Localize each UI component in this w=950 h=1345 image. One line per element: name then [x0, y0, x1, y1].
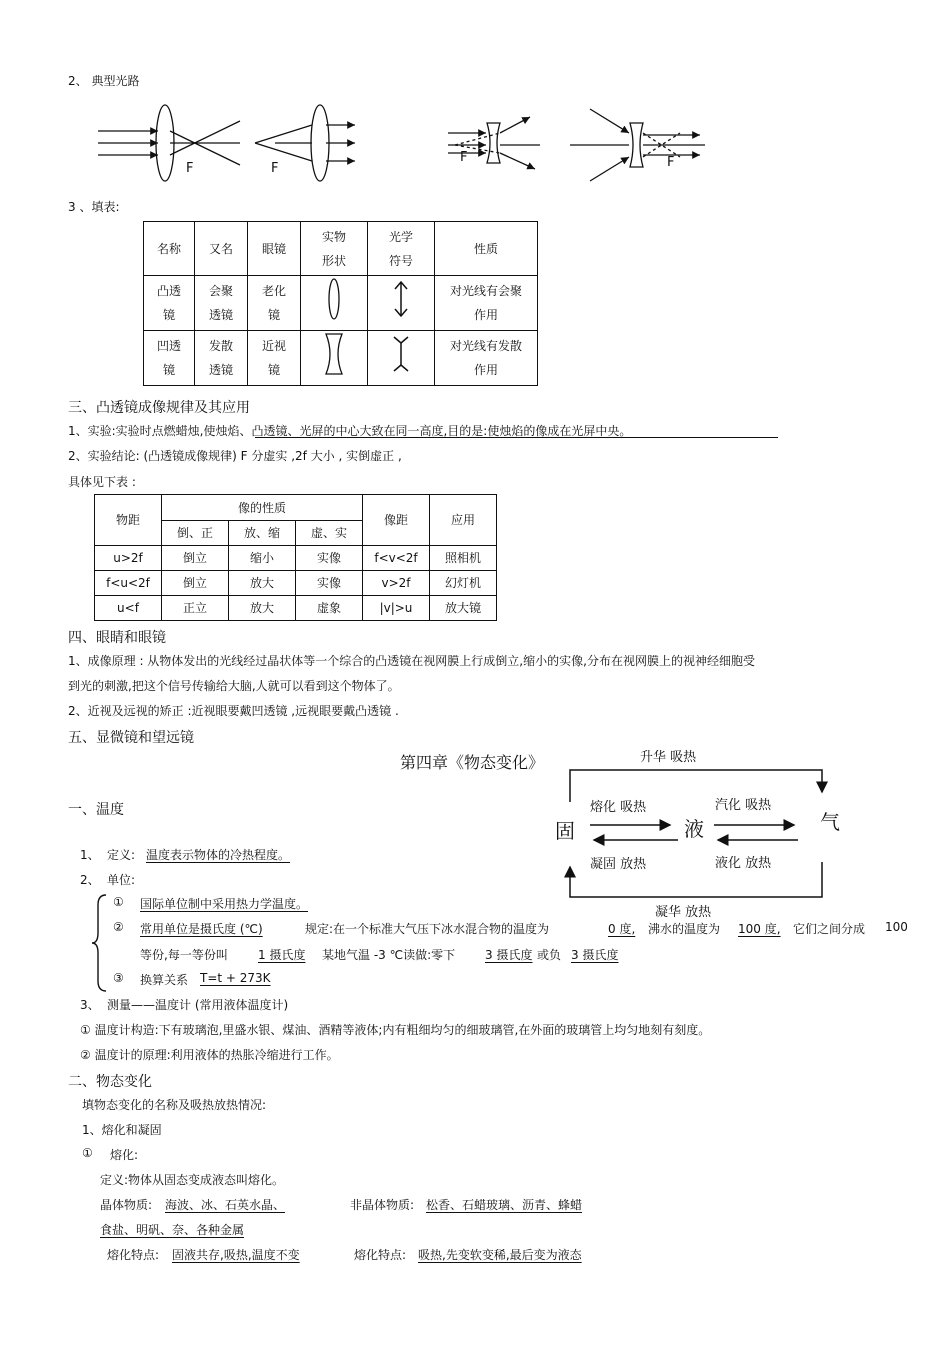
- answer: 食盐、明矾、奈、各种金属: [100, 1223, 245, 1237]
- chapter-title: 第四章《物态变化》: [400, 753, 545, 772]
- answer: 1 摄氏度: [258, 948, 306, 962]
- section-title-eye: 四、眼睛和眼镜: [68, 630, 166, 646]
- list-number: 3、: [80, 998, 100, 1012]
- convex-lens-symbol-icon: [368, 276, 435, 331]
- col-header: 光学 符号: [368, 222, 435, 276]
- label: 晶体物质:: [100, 1198, 153, 1212]
- formula: T=t + 273K: [200, 971, 271, 985]
- thermometer-structure: ① 温度计构造:下有玻璃泡,里盛水银、煤油、酒精等液体;内有粗细均匀的细玻璃管,在外面的玻璃管上均匀地刻有刻度。: [80, 1023, 711, 1037]
- answer: 100: [885, 920, 908, 934]
- answer: 3 摄氏度: [485, 948, 533, 962]
- answer: 松香、石蜡玻璃、沥青、蜂蜡: [426, 1198, 583, 1212]
- answer: 0 度,: [608, 922, 636, 936]
- col-header: 又名: [195, 222, 248, 276]
- cell: 对光线有发散 作用: [435, 331, 538, 386]
- label: 熔化:: [110, 1148, 139, 1162]
- concave-lens-focus-out: [570, 109, 705, 181]
- list-number: ①: [113, 895, 124, 909]
- cell: u>2f: [95, 546, 162, 571]
- cell: 倒立: [162, 571, 229, 596]
- imaging-line-3: 具体见下表 :: [68, 475, 136, 489]
- cell: 虚象: [296, 596, 363, 621]
- freezing-label: 凝固 放热: [590, 857, 647, 872]
- cell: 实像: [296, 571, 363, 596]
- cell: v>2f: [363, 571, 430, 596]
- concave-lens-symbol-icon: [368, 331, 435, 386]
- vaporization-label: 汽化 吸热: [715, 798, 772, 813]
- table-row: [95, 596, 497, 621]
- list-number: 2、: [80, 873, 100, 887]
- convex-lens-focus-in: [255, 105, 355, 181]
- col-header: 性质: [435, 222, 538, 276]
- concave-lens-shape-icon: [301, 331, 368, 386]
- section-title-light-paths: 2、 典型光路: [68, 74, 140, 88]
- eye-line-1: 1、成像原理 : 从物体发出的光线经过晶状体等一个综合的凸透镜在视网膜上行成倒立,缩小的实像,分布在视网膜上的视神经细胞受: [68, 654, 755, 668]
- definition-text: 定义:物体从固态变成液态叫熔化。: [100, 1173, 285, 1187]
- text: 规定:在一个标准大气压下冰水混合物的温度为: [305, 922, 550, 936]
- cell: 实像: [296, 546, 363, 571]
- cell: 近视 镜: [248, 331, 301, 386]
- imaging-line-1: 1、实验:实验时点燃蜡烛,使烛焰、凸透镜、光屏的中心大致在同一高度,目的是:使烛焰的像成在光屏中央。: [68, 424, 632, 438]
- convex-lens-shape-icon: [301, 276, 368, 331]
- imaging-table: [94, 494, 497, 621]
- brace-icon: [90, 893, 110, 993]
- cell: 凹透 镜: [144, 331, 195, 386]
- cell: 老化 镜: [248, 276, 301, 331]
- section-title-temperature: 一、温度: [68, 802, 124, 818]
- gas-label: 气: [820, 810, 840, 834]
- col-header: 放、缩: [229, 521, 296, 546]
- list-number: ①: [82, 1146, 93, 1160]
- text: 等份,每一等份叫: [140, 948, 228, 962]
- col-header: 倒、正: [162, 521, 229, 546]
- cell: f<v<2f: [363, 546, 430, 571]
- cell: 放大: [229, 571, 296, 596]
- label: 定义:: [107, 848, 136, 862]
- focal-label: F: [186, 161, 194, 176]
- sublimation-label: 升华 吸热: [640, 750, 697, 765]
- cell: 幻灯机: [430, 571, 497, 596]
- table-row: [144, 276, 538, 331]
- unit-text: 常用单位是摄氏度 (℃): [140, 922, 263, 936]
- list-number: ②: [113, 920, 124, 934]
- answer: 3 摄氏度: [571, 948, 619, 962]
- answer: 海波、冰、石英水晶、: [165, 1198, 286, 1212]
- col-header: 虚、实: [296, 521, 363, 546]
- col-header: 名称: [144, 222, 195, 276]
- cell: f<u<2f: [95, 571, 162, 596]
- text: 填物态变化的名称及吸热放热情况:: [82, 1098, 267, 1112]
- underline: [255, 437, 778, 438]
- cell: 缩小: [229, 546, 296, 571]
- text: 沸水的温度为: [648, 922, 721, 936]
- definition-text: 温度表示物体的冷热程度。: [146, 848, 291, 862]
- text: 测量——温度计 (常用液体温度计): [107, 998, 289, 1012]
- solid-label: 固: [555, 819, 575, 843]
- unit-text: 国际单位制中采用热力学温度。: [140, 897, 309, 911]
- cell: 会聚 透镜: [195, 276, 248, 331]
- cell: 倒立: [162, 546, 229, 571]
- answer: 固液共存,吸热,温度不变: [172, 1248, 300, 1262]
- section-title-scope: 五、显微镜和望远镜: [68, 730, 194, 746]
- list-number: ③: [113, 971, 124, 985]
- cell: 正立: [162, 596, 229, 621]
- cell: 发散 透镜: [195, 331, 248, 386]
- cell: 凸透 镜: [144, 276, 195, 331]
- text: 它们之间分成: [793, 922, 866, 936]
- focal-label: F: [460, 150, 468, 165]
- eye-line-2: 到光的刺激,把这个信号传输给大脑,人就可以看到这个物体了。: [68, 679, 400, 693]
- answer: 吸热,先变软变稀,最后变为液态: [418, 1248, 582, 1262]
- melting-label: 熔化 吸热: [590, 800, 647, 815]
- light-path-diagrams: [0, 95, 950, 225]
- col-header: 应用: [430, 495, 497, 546]
- label: 非晶体物质:: [350, 1198, 415, 1212]
- focal-label: F: [667, 155, 675, 170]
- col-header: 像距: [363, 495, 430, 546]
- table-row: [95, 571, 497, 596]
- subtitle: 1、熔化和凝固: [82, 1123, 162, 1137]
- col-header: 实物 形状: [301, 222, 368, 276]
- section-title-phase: 二、物态变化: [68, 1074, 152, 1090]
- section-title-fill-table: 3 、填表:: [68, 200, 120, 214]
- deposition-label: 凝华 放热: [655, 905, 712, 920]
- cell: |v|>u: [363, 596, 430, 621]
- cell: 放大: [229, 596, 296, 621]
- cell: 放大镜: [430, 596, 497, 621]
- thermometer-principle: ② 温度计的原理:利用液体的热胀冷缩进行工作。: [80, 1048, 339, 1062]
- col-header: 眼镜: [248, 222, 301, 276]
- text: 某地气温 -3 ℃读做:零下: [322, 948, 456, 962]
- table-row: [95, 546, 497, 571]
- lens-table: [143, 221, 538, 386]
- liquefaction-label: 液化 放热: [715, 856, 772, 871]
- label: 换算关系: [140, 973, 189, 987]
- imaging-line-2: 2、实验结论: (凸透镜成像规律) F 分虚实 ,2f 大小 , 实倒虚正 ,: [68, 449, 402, 463]
- focal-label: F: [271, 161, 279, 176]
- answer: 100 度,: [738, 922, 781, 936]
- col-header: 物距: [95, 495, 162, 546]
- list-number: 1、: [80, 848, 100, 862]
- label: 熔化特点:: [354, 1248, 407, 1262]
- table-row: [144, 331, 538, 386]
- cell: 对光线有会聚 作用: [435, 276, 538, 331]
- col-header: 像的性质: [162, 495, 363, 521]
- label: 熔化特点:: [107, 1248, 160, 1262]
- eye-line-3: 2、近视及远视的矫正 :近视眼要戴凹透镜 ,远视眼要戴凸透镜 .: [68, 704, 399, 718]
- convex-lens-parallel-in: [98, 105, 240, 181]
- text: 或负: [537, 948, 562, 962]
- liquid-label: 液: [684, 817, 704, 841]
- cell: 照相机: [430, 546, 497, 571]
- label: 单位:: [107, 873, 136, 887]
- cell: u<f: [95, 596, 162, 621]
- section-title-imaging: 三、凸透镜成像规律及其应用: [68, 400, 250, 416]
